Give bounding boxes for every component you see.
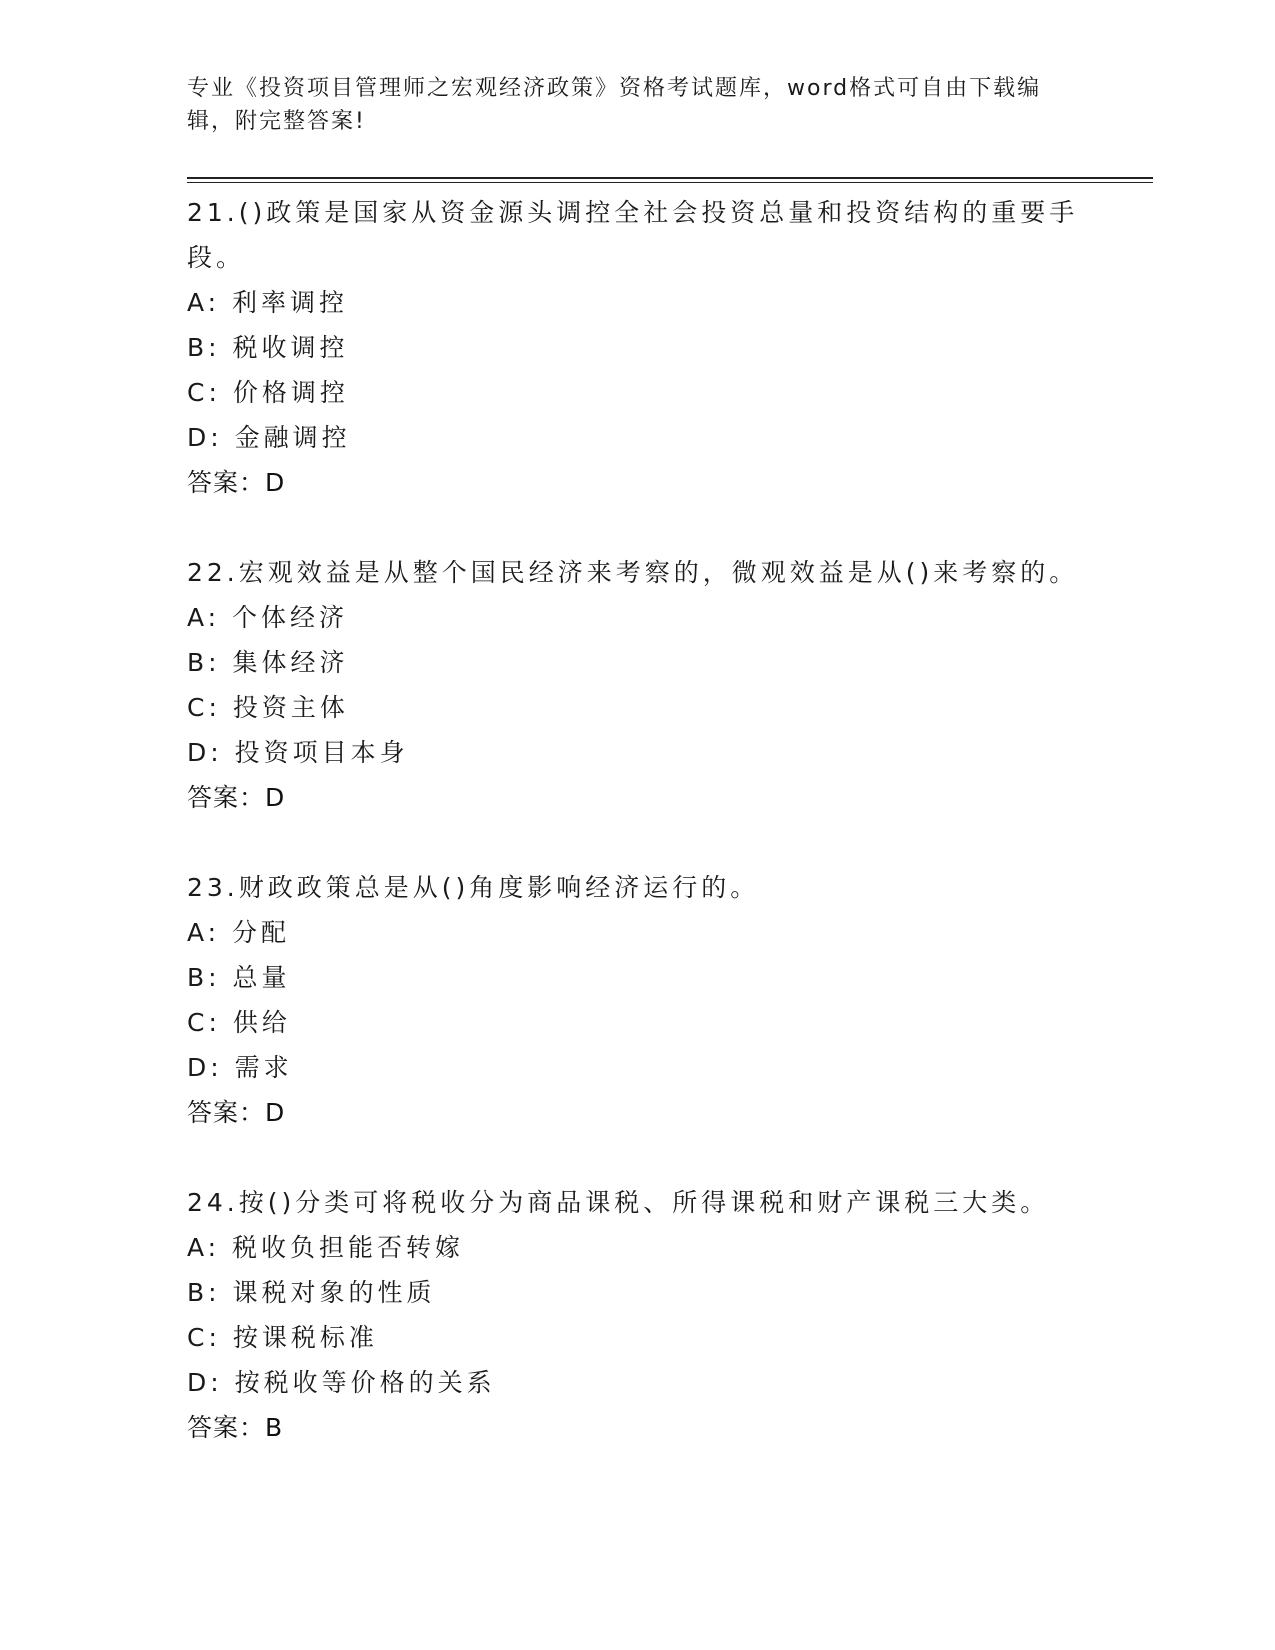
document-header — [187, 72, 1067, 138]
answer: 答案：D — [187, 1098, 286, 1127]
answer: 答案：B — [187, 1413, 284, 1442]
option-a: A: 利率调控 — [187, 288, 349, 317]
option-d: D: 按税收等价格的关系 — [187, 1368, 496, 1397]
option-b: B: 集体经济 — [187, 648, 349, 677]
option-d: D: 投资项目本身 — [187, 738, 409, 767]
answer: 答案：D — [187, 783, 286, 812]
question-spacer — [187, 1135, 1107, 1180]
question-23 — [187, 865, 1107, 1135]
option-c: C: 价格调控 — [187, 378, 349, 407]
option-a: A: 分配 — [187, 918, 291, 947]
question-24 — [187, 1180, 1107, 1450]
question-spacer — [187, 505, 1107, 550]
option-c: C: 供给 — [187, 1008, 291, 1037]
option-c: C: 按课税标准 — [187, 1323, 378, 1352]
option-b: B: 税收调控 — [187, 333, 349, 362]
header-line-2: 辑，附完整答案! — [187, 109, 366, 134]
question-stem: 21.()政策是国家从资金源头调控全社会投资总量和投资结构的重要手段。 — [187, 198, 1079, 272]
header-line-1: 专业《投资项目管理师之宏观经济政策》资格考试题库，word格式可自由下载编 — [187, 76, 1042, 101]
option-b: B: 总量 — [187, 963, 291, 992]
option-c: C: 投资主体 — [187, 693, 349, 722]
question-stem: 22.宏观效益是从整个国民经济来考察的，微观效益是从()来考察的。 — [187, 558, 1079, 587]
question-stem: 24.按()分类可将税收分为商品课税、所得课税和财产课税三大类。 — [187, 1188, 1050, 1217]
option-a: A: 税收负担能否转嫁 — [187, 1233, 465, 1262]
option-b: B: 课税对象的性质 — [187, 1278, 436, 1307]
header-divider-thin — [187, 182, 1153, 183]
option-d: D: 需求 — [187, 1053, 293, 1082]
option-a: A: 个体经济 — [187, 603, 349, 632]
question-spacer — [187, 820, 1107, 865]
question-stem: 23.财政政策总是从()角度影响经济运行的。 — [187, 873, 760, 902]
question-list — [187, 190, 1107, 1450]
answer: 答案：D — [187, 468, 286, 497]
question-21 — [187, 190, 1107, 505]
question-22 — [187, 550, 1107, 820]
option-d: D: 金融调控 — [187, 423, 351, 452]
header-divider-thick — [187, 177, 1153, 179]
